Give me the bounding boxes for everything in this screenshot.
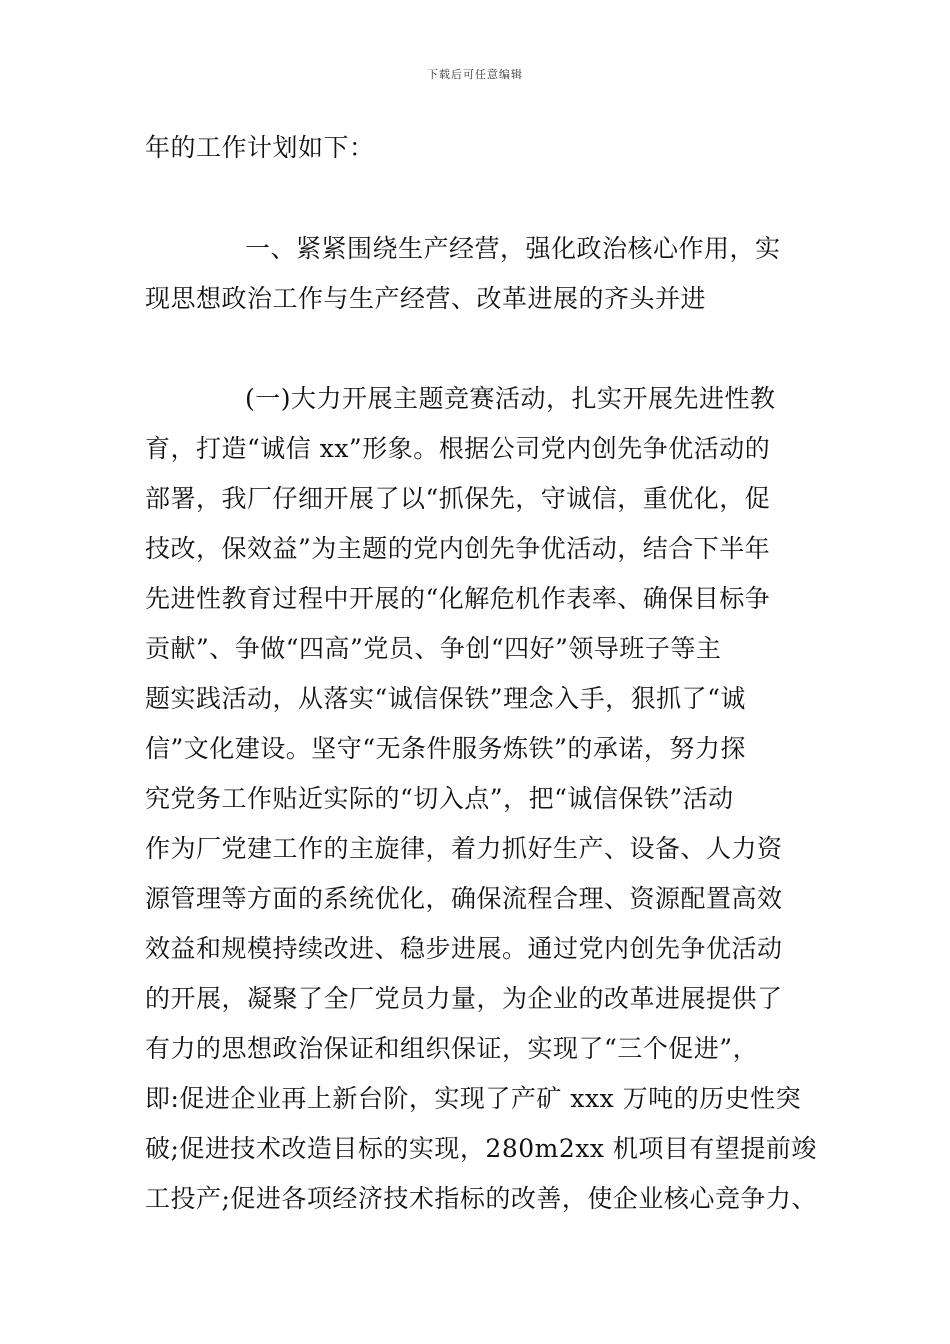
- section-heading-line: 现思想政治工作与生产经营、改革进展的齐头并进: [145, 284, 707, 313]
- paragraph-line: 破;促进技术改造目标的实现，280m2xx 机项目有望提前竣: [145, 1134, 817, 1163]
- paragraph-line: 源管理等方面的系统优化，确保流程合理、资源配置高效: [145, 884, 783, 913]
- paragraph-line: 工投产;促进各项经济技术指标的改善，使企业核心竞争力、: [145, 1184, 817, 1213]
- section-heading-line: 一、紧紧围绕生产经营，强化政治核心作用，实: [245, 234, 781, 263]
- paragraph-line: 先进性教育过程中开展的“化解危机作表率、确保目标争: [145, 584, 771, 613]
- paragraph-line: 即:促进企业再上新台阶，实现了产矿 xxx 万吨的历史性突: [145, 1084, 802, 1113]
- paragraph-line: 技改，保效益”为主题的党内创先争优活动，结合下半年: [145, 534, 771, 563]
- paragraph-line: (一)大力开展主题竞赛活动，扎实开展先进性教: [245, 384, 776, 413]
- intro-line: 年的工作计划如下：: [145, 133, 375, 162]
- header-note: 下载后可任意编辑: [427, 68, 523, 81]
- paragraph-line: 作为厂党建工作的主旋律，着力抓好生产、设备、人力资: [145, 834, 783, 863]
- paragraph-line: 的开展，凝聚了全厂党员力量，为企业的改革进展提供了: [145, 984, 783, 1013]
- paragraph-line: 信”文化建设。坚守“无条件服务炼铁”的承诺，努力探: [145, 734, 746, 763]
- paragraph-line: 贡献”、争做“四高”党员、争创“四好”领导班子等主: [145, 634, 722, 663]
- paragraph-line: 有力的思想政治保证和组织保证，实现了“三个促进”，: [145, 1034, 759, 1063]
- paragraph-line: 究党务工作贴近实际的“切入点”，把“诚信保铁”活动: [145, 784, 734, 813]
- paragraph-line: 育，打造“诚信 xx”形象。根据公司党内创先争优活动的: [145, 434, 771, 463]
- paragraph-line: 题实践活动，从落实“诚信保铁”理念入手，狠抓了“诚: [145, 684, 746, 713]
- paragraph-line: 部署，我厂仔细开展了以“抓保先，守诚信，重优化，促: [145, 484, 771, 513]
- paragraph-line: 效益和规模持续改进、稳步进展。通过党内创先争优活动: [145, 934, 783, 963]
